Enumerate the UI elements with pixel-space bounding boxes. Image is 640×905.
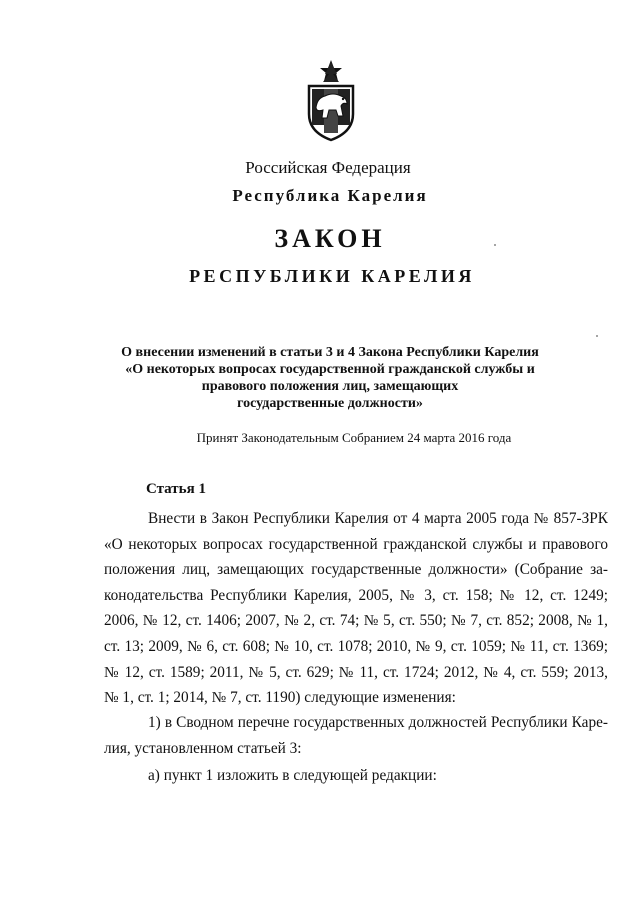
- paragraph-line: № 12, ст. 1589; 2011, № 5, ст. 629; № 11, ст. 1724; 2012, № 4, ст. 559; 2013,: [104, 663, 608, 681]
- republic-name: Республика Карелия: [232, 186, 428, 205]
- law-title: ЗАКОН: [274, 224, 386, 253]
- paragraph-line: «О некоторых вопросах государственной гражданской службы и правового: [104, 535, 608, 553]
- paragraph-line: № 1, ст. 1; 2014, № 7, ст. 1190) следующие изменения:: [104, 689, 456, 707]
- law-heading-line: О внесении изменений в статьи 3 и 4 Закона Республики Карелия: [121, 345, 539, 360]
- article-paragraph: [104, 506, 608, 711]
- karelia-coat-of-arms-icon: [303, 58, 359, 142]
- law-heading-line: правового положения лиц, замещающих: [201, 379, 459, 394]
- paragraph-line: ст. 13; 2009, № 6, ст. 608; № 10, ст. 1078; 2010, № 9, ст. 1059; № 11, ст. 1369;: [104, 637, 608, 655]
- law-heading-line: «О некоторых вопросах государственной гражданской службы и: [125, 362, 535, 377]
- paragraph-line: конодательства Республики Карелия, 2005, № 3, ст. 158; № 12, ст. 1249;: [104, 586, 608, 604]
- article-title: Статья 1: [146, 481, 206, 497]
- article-paragraph: [104, 710, 608, 761]
- scan-speck: [596, 335, 598, 337]
- paragraph-line: лия, установленном статьей 3:: [104, 739, 302, 757]
- scan-speck: [494, 244, 496, 246]
- law-subtitle: РЕСПУБЛИКИ КАРЕЛИЯ: [189, 266, 475, 286]
- law-heading-line: государственные должности»: [237, 396, 423, 411]
- paragraph-line: 1) в Сводном перечне государственных должностей Республики Каре-: [148, 714, 608, 731]
- country-name: Российская Федерация: [245, 158, 411, 177]
- paragraph-line: Внести в Закон Республики Карелия от 4 марта 2005 года № 857-ЗРК: [148, 510, 608, 527]
- law-heading: [120, 344, 540, 412]
- paragraph-line: 2006, № 12, ст. 1406; 2007, № 2, ст. 74; № 5, ст. 550; № 7, ст. 852; 2008, № 1,: [104, 612, 608, 630]
- article-paragraph: [104, 763, 608, 789]
- adoption-note: Принят Законодательным Собранием 24 марта 2016 года: [196, 430, 512, 445]
- paragraph-line: положения лиц, замещающих государственные должности» (Собрание за-: [104, 561, 608, 579]
- paragraph-line: а) пункт 1 изложить в следующей редакции:: [148, 767, 437, 784]
